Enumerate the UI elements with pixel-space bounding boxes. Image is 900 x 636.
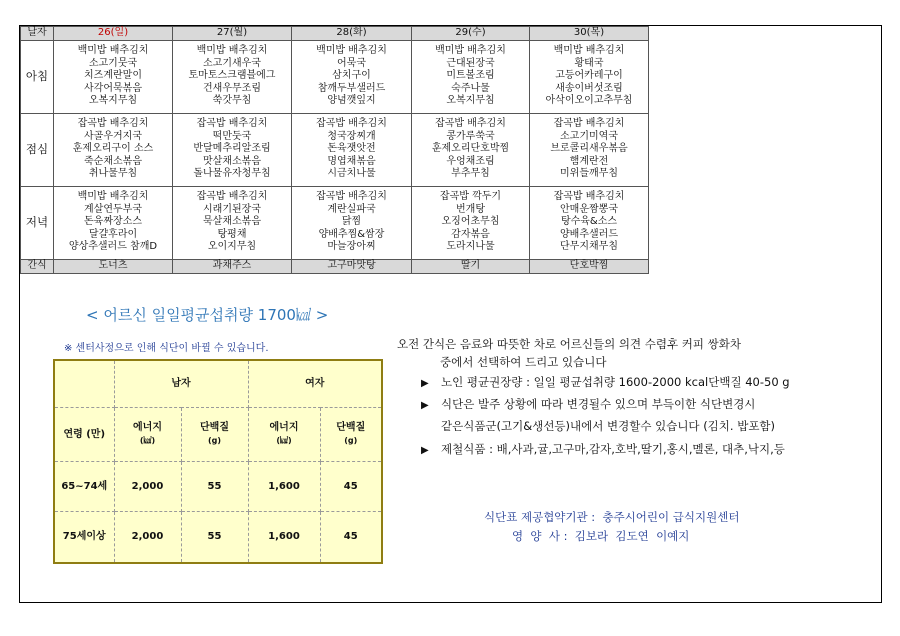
menu-cell: 백미밥 배추김치 계살연두부국 돈육짜장소스 달걀후라이 양상추샐러드 참깨D bbox=[54, 186, 173, 259]
bullet-note-1: ▶ 노인 평균권장량 : 일일 평균섭취량 1600-2000 kcal단백질 40-50 g bbox=[421, 375, 790, 389]
menu-header-row bbox=[21, 27, 649, 41]
menu-cell: 백미밥 배추김치 소고기새우국 토마토스크램블에그 건새우무조림 쑥갓무침 bbox=[173, 40, 292, 113]
menu-cell: 잡곡밥 배추김치 계란실파국 닭찜 양배추찜&쌈장 마늘장아찌 bbox=[292, 186, 412, 259]
meal-label: 아침 bbox=[21, 40, 54, 113]
blank-cell bbox=[54, 360, 114, 407]
menu-cell: 잡곡밥 배추김치 안매운짬뽕국 탕수육&소스 양배추샐러드 단무지채무침 bbox=[530, 186, 649, 259]
protein-header: 단백질 (g) bbox=[181, 407, 248, 461]
value-cell: 2,000 bbox=[114, 511, 181, 563]
day-header: 29(수) bbox=[412, 27, 530, 41]
menu-table bbox=[20, 26, 649, 274]
meal-label: 저녁 bbox=[21, 186, 54, 259]
age-cell: 65~74세 bbox=[54, 461, 114, 511]
breakfast-row bbox=[21, 40, 649, 113]
snack-label: 간식 bbox=[21, 259, 54, 273]
age-cell: 75세이상 bbox=[54, 511, 114, 563]
menu-cell: 잡곡밥 배추김치 시래기된장국 묵살채소볶음 탕평채 오이지무침 bbox=[173, 186, 292, 259]
value-cell: 1,600 bbox=[248, 461, 320, 511]
gender-row bbox=[54, 360, 382, 407]
snack-cell: 단호박찜 bbox=[530, 259, 649, 273]
bullet-note-3: ▶ 제철식품 : 배,사과,귤,고구마,감자,호박,딸기,홍시,멜론, 대추,낙지,등 bbox=[421, 442, 785, 456]
menu-cell: 잡곡밥 배추김치 소고기미역국 브로콜리새우볶음 햄계란전 미위들깨무침 bbox=[530, 113, 649, 186]
snack-cell: 도너츠 bbox=[54, 259, 173, 273]
bullet-note-2: ▶ 식단은 발주 상황에 따라 변경될수 있으며 부득이한 식단변경시 bbox=[421, 397, 756, 411]
snack-note-line1: 오전 간식은 음료와 따뜻한 차로 어르신들의 의견 수렴후 커피 쌍화차 bbox=[397, 337, 741, 351]
menu-cell: 잡곡밥 배추김치 콩가루쑥국 훈제오리단호박찜 우엉채조림 부추무침 bbox=[412, 113, 530, 186]
dinner-row bbox=[21, 186, 649, 259]
value-cell: 1,600 bbox=[248, 511, 320, 563]
value-cell: 45 bbox=[320, 511, 382, 563]
menu-cell: 잡곡밥 깍두기 번개탕 오징어초무침 감자볶음 도라지나물 bbox=[412, 186, 530, 259]
snack-row bbox=[21, 259, 649, 273]
energy-header: 에너지 (㎉) bbox=[114, 407, 181, 461]
female-header: 여자 bbox=[248, 360, 382, 407]
date-header: 날자 bbox=[21, 27, 54, 41]
intake-title: < 어르신 일일평균섭취량 1700㎉ > bbox=[86, 306, 329, 324]
triangle-bullet-icon: ▶ bbox=[421, 445, 429, 456]
bullet-note-2-cont: 같은식품군(고기&생선등)내에서 변경할수 있습니다 (김치. 밥포함) bbox=[441, 419, 776, 433]
intake-row bbox=[54, 511, 382, 563]
value-cell: 45 bbox=[320, 461, 382, 511]
day-header: 28(화) bbox=[292, 27, 412, 41]
day-header: 27(월) bbox=[173, 27, 292, 41]
snack-cell: 고구마맛탕 bbox=[292, 259, 412, 273]
intake-table bbox=[53, 359, 383, 564]
snack-cell: 과채주스 bbox=[173, 259, 292, 273]
snack-note-line2: 중에서 선택하여 드리고 있습니다 bbox=[440, 355, 607, 369]
menu-cell: 백미밥 배추김치 소고기뭇국 치즈계란말이 사각어묵볶음 오복지무침 bbox=[54, 40, 173, 113]
triangle-bullet-icon: ▶ bbox=[421, 378, 429, 389]
menu-cell: 잡곡밥 배추김치 청국장찌개 돈육잿앗전 명엽채볶음 시금치나물 bbox=[292, 113, 412, 186]
day-header: 30(목) bbox=[530, 27, 649, 41]
day-header: 26(일) bbox=[54, 27, 173, 41]
age-header: 연령 (만) bbox=[54, 407, 114, 461]
unit-row bbox=[54, 407, 382, 461]
provider-org: 식단표 제공협약기관 : 충주시어린이 급식지원센터 bbox=[484, 510, 740, 524]
value-cell: 55 bbox=[181, 461, 248, 511]
male-header: 남자 bbox=[114, 360, 248, 407]
energy-header: 에너지 (㎉) bbox=[248, 407, 320, 461]
value-cell: 55 bbox=[181, 511, 248, 563]
menu-cell: 잡곡밥 배추김치 사골우거지국 훈제오리구이 소스 죽순채소볶음 취나물무침 bbox=[54, 113, 173, 186]
provider-nutritionists: 영 양 사 : 김보라 김도연 이예지 bbox=[512, 529, 690, 543]
menu-cell: 백미밥 배추김치 황태국 고등어카레구이 새송이버섯조림 아삭이오이고추무침 bbox=[530, 40, 649, 113]
intake-row bbox=[54, 461, 382, 511]
value-cell: 2,000 bbox=[114, 461, 181, 511]
menu-cell: 백미밥 배추김치 어묵국 삼치구이 참깨두부샐러드 양념깻잎지 bbox=[292, 40, 412, 113]
triangle-bullet-icon: ▶ bbox=[421, 400, 429, 411]
protein-header: 단백질 (g) bbox=[320, 407, 382, 461]
snack-cell: 딸기 bbox=[412, 259, 530, 273]
menu-cell: 잡곡밥 배추김치 떡만둣국 반달메추리알조림 맛살채소볶음 돌나물유자청무침 bbox=[173, 113, 292, 186]
meal-label: 점심 bbox=[21, 113, 54, 186]
lunch-row bbox=[21, 113, 649, 186]
menu-cell: 백미밥 배추김치 근대된장국 미트볼조림 숙주나물 오복지무침 bbox=[412, 40, 530, 113]
menu-change-notice: ※ 센터사정으로 인해 식단이 바뀔 수 있습니다. bbox=[64, 343, 269, 354]
